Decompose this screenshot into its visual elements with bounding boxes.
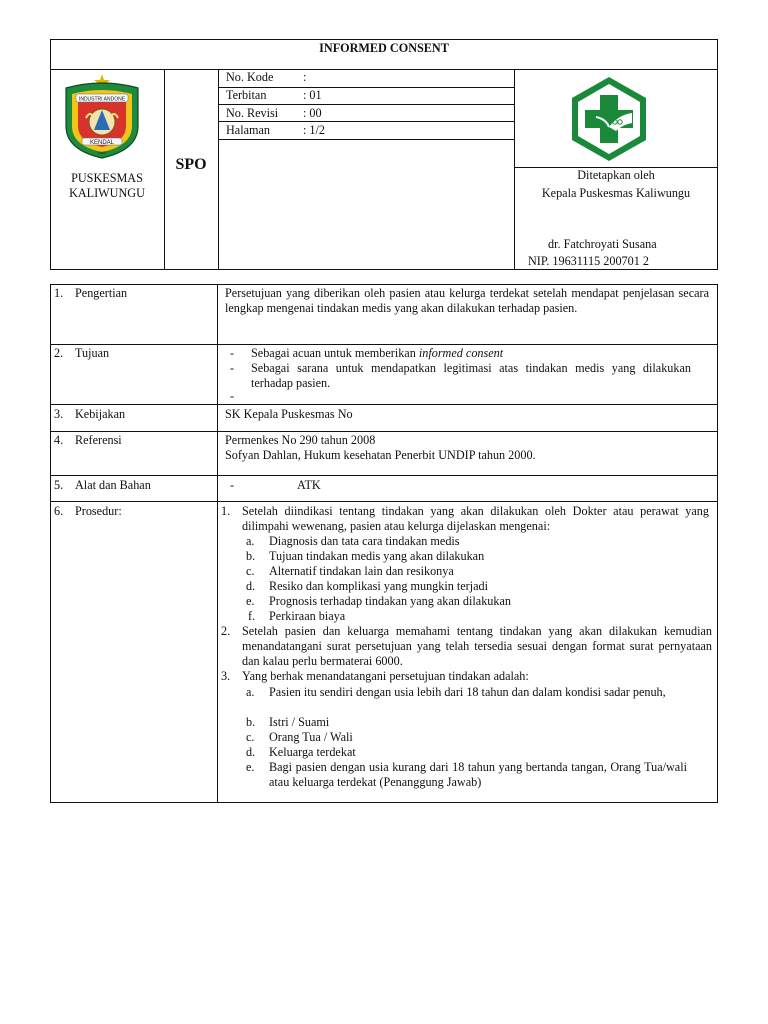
meta-value-kode: :	[303, 70, 307, 84]
meta-label-terbitan: Terbitan	[226, 88, 267, 102]
step3-item-c-mark: c.	[246, 730, 255, 744]
approval-title: Kepala Puskesmas Kaliwungu	[541, 186, 691, 200]
referensi-line-1: Permenkes No 290 tahun 2008	[225, 433, 376, 447]
crest-ribbon-text: INDUSTRI ANDONE	[78, 96, 126, 103]
step3-item-d-mark: d.	[246, 745, 256, 759]
section-number-alat: 5.	[54, 478, 64, 492]
tujuan-bullet-1: -	[230, 346, 235, 360]
approval-label: Ditetapkan oleh	[577, 168, 655, 182]
section-number-pengertian: 1.	[54, 286, 64, 300]
kebijakan-text: SK Kepala Puskesmas No	[225, 407, 353, 421]
step3-item-e-text: Bagi pasien dengan usia kurang dari 18 tahun yang bertanda tangan, Orang Tua/wali atau keluarga terdekat (Penanggung Jawab)	[269, 760, 687, 789]
section-label-tujuan: Tujuan	[75, 346, 110, 360]
prosedur-step-1-number: 1.	[221, 504, 231, 518]
prosedur-step-2-number: 2.	[221, 624, 231, 638]
meta-value-revisi: : 00	[303, 106, 322, 120]
tujuan-item-1-emphasis: informed consent	[418, 346, 504, 360]
section-label-prosedur: Prosedur:	[75, 504, 122, 518]
org-name-line1: PUSKESMAS	[71, 171, 143, 185]
meta-label-halaman: Halaman	[226, 123, 270, 137]
step3-item-b-mark: b.	[246, 715, 256, 729]
meta-label-kode: No. Kode	[226, 70, 274, 84]
crest-year-text: 1605	[97, 150, 107, 155]
meta-label-revisi: No. Revisi	[226, 106, 279, 120]
step1-item-c-mark: c.	[246, 564, 255, 578]
crest-bottom-text: KENDAL	[89, 140, 115, 146]
pengertian-text: Persetujuan yang diberikan oleh pasien atau kelurga terdekat setelah mendapat penjelasan secara lengkap mengenai tindakan medis yang akan dilakukan terhadap pasien.	[225, 286, 709, 315]
step1-item-e-text: Prognosis terhadap tindakan yang akan dilakukan	[269, 594, 511, 608]
puskesmas-cross-logo	[566, 75, 652, 163]
section-number-referensi: 4.	[54, 433, 64, 447]
step3-item-a-mark: a.	[246, 685, 255, 699]
step1-item-f-text: Perkiraan biaya	[269, 609, 346, 623]
step3-item-e-mark: e.	[246, 760, 255, 774]
alat-text: ATK	[297, 478, 321, 492]
step1-item-b-mark: b.	[246, 549, 256, 563]
tujuan-item-1-text: Sebagai acuan untuk memberikan	[251, 346, 419, 360]
prosedur-step-3-number: 3.	[221, 669, 231, 683]
step1-item-b-text: Tujuan tindakan medis yang akan dilakukan	[269, 549, 485, 563]
alat-bullet: -	[230, 478, 235, 492]
signer-nip: NIP. 19631115 200701 2	[528, 254, 649, 268]
step1-item-c-text: Alternatif tindakan lain dan resikonya	[269, 564, 454, 578]
step1-item-e-mark: e.	[246, 594, 255, 608]
step1-item-d-text: Resiko dan komplikasi yang mungkin terjadi	[269, 579, 489, 593]
document-title: INFORMED CONSENT	[319, 41, 449, 55]
referensi-line-2: Sofyan Dahlan, Hukum kesehatan Penerbit UNDIP tahun 2000.	[225, 448, 536, 462]
step3-item-a-text: Pasien itu sendiri dengan usia lebih dari 18 tahun dan dalam kondisi sadar penuh,	[269, 685, 666, 699]
kendal-crest-logo	[56, 70, 148, 162]
section-label-pengertian: Pengertian	[75, 286, 128, 300]
tujuan-item-1	[251, 346, 503, 361]
spo-label: SPO	[175, 156, 207, 173]
section-label-referensi: Referensi	[75, 433, 122, 447]
step1-item-f-mark: f.	[248, 609, 256, 623]
prosedur-step-1-text: Setelah diindikasi tentang tindakan yang akan dilakukan oleh Dokter atau perawat yang dilimpahi wewenang, pasien atau kelurga dijelaskan mengenai:	[242, 504, 709, 533]
meta-value-terbitan: : 01	[303, 88, 322, 102]
step1-item-d-mark: d.	[246, 579, 256, 593]
prosedur-step-3-text: Yang berhak menandatangani persetujuan tindakan adalah:	[242, 669, 529, 683]
step3-item-d-text: Keluarga terdekat	[269, 745, 356, 759]
prosedur-step-2-text: Setelah pasien dan keluarga memahami tentang tindakan yang akan dilakukan kemudian menandatangani surat persetujuan yang telah tersedia sesuai dengan format surat pernyataan dan kalau perlu bermaterai 6000.	[242, 624, 712, 668]
section-label-alat: Alat dan Bahan	[75, 478, 151, 492]
meta-value-halaman: : 1/2	[303, 123, 326, 137]
signer-name: dr. Fatchroyati Susana	[548, 237, 657, 251]
org-name-line2: KALIWUNGU	[69, 186, 145, 200]
section-number-kebijakan: 3.	[54, 407, 64, 421]
section-number-tujuan: 2.	[54, 346, 64, 360]
step3-item-c-text: Orang Tua / Wali	[269, 730, 353, 744]
section-number-prosedur: 6.	[54, 504, 64, 518]
tujuan-item-2: Sebagai sarana untuk mendapatkan legitimasi atas tindakan medis yang dilakukan terhadap pasien.	[251, 361, 691, 390]
step1-item-a-mark: a.	[246, 534, 255, 548]
tujuan-bullet-2: -	[230, 361, 235, 375]
step3-item-b-text: Istri / Suami	[269, 715, 330, 729]
tujuan-bullet-3: -	[230, 389, 235, 403]
section-label-kebijakan: Kebijakan	[75, 407, 126, 421]
step1-item-a-text: Diagnosis dan tata cara tindakan medis	[269, 534, 460, 548]
